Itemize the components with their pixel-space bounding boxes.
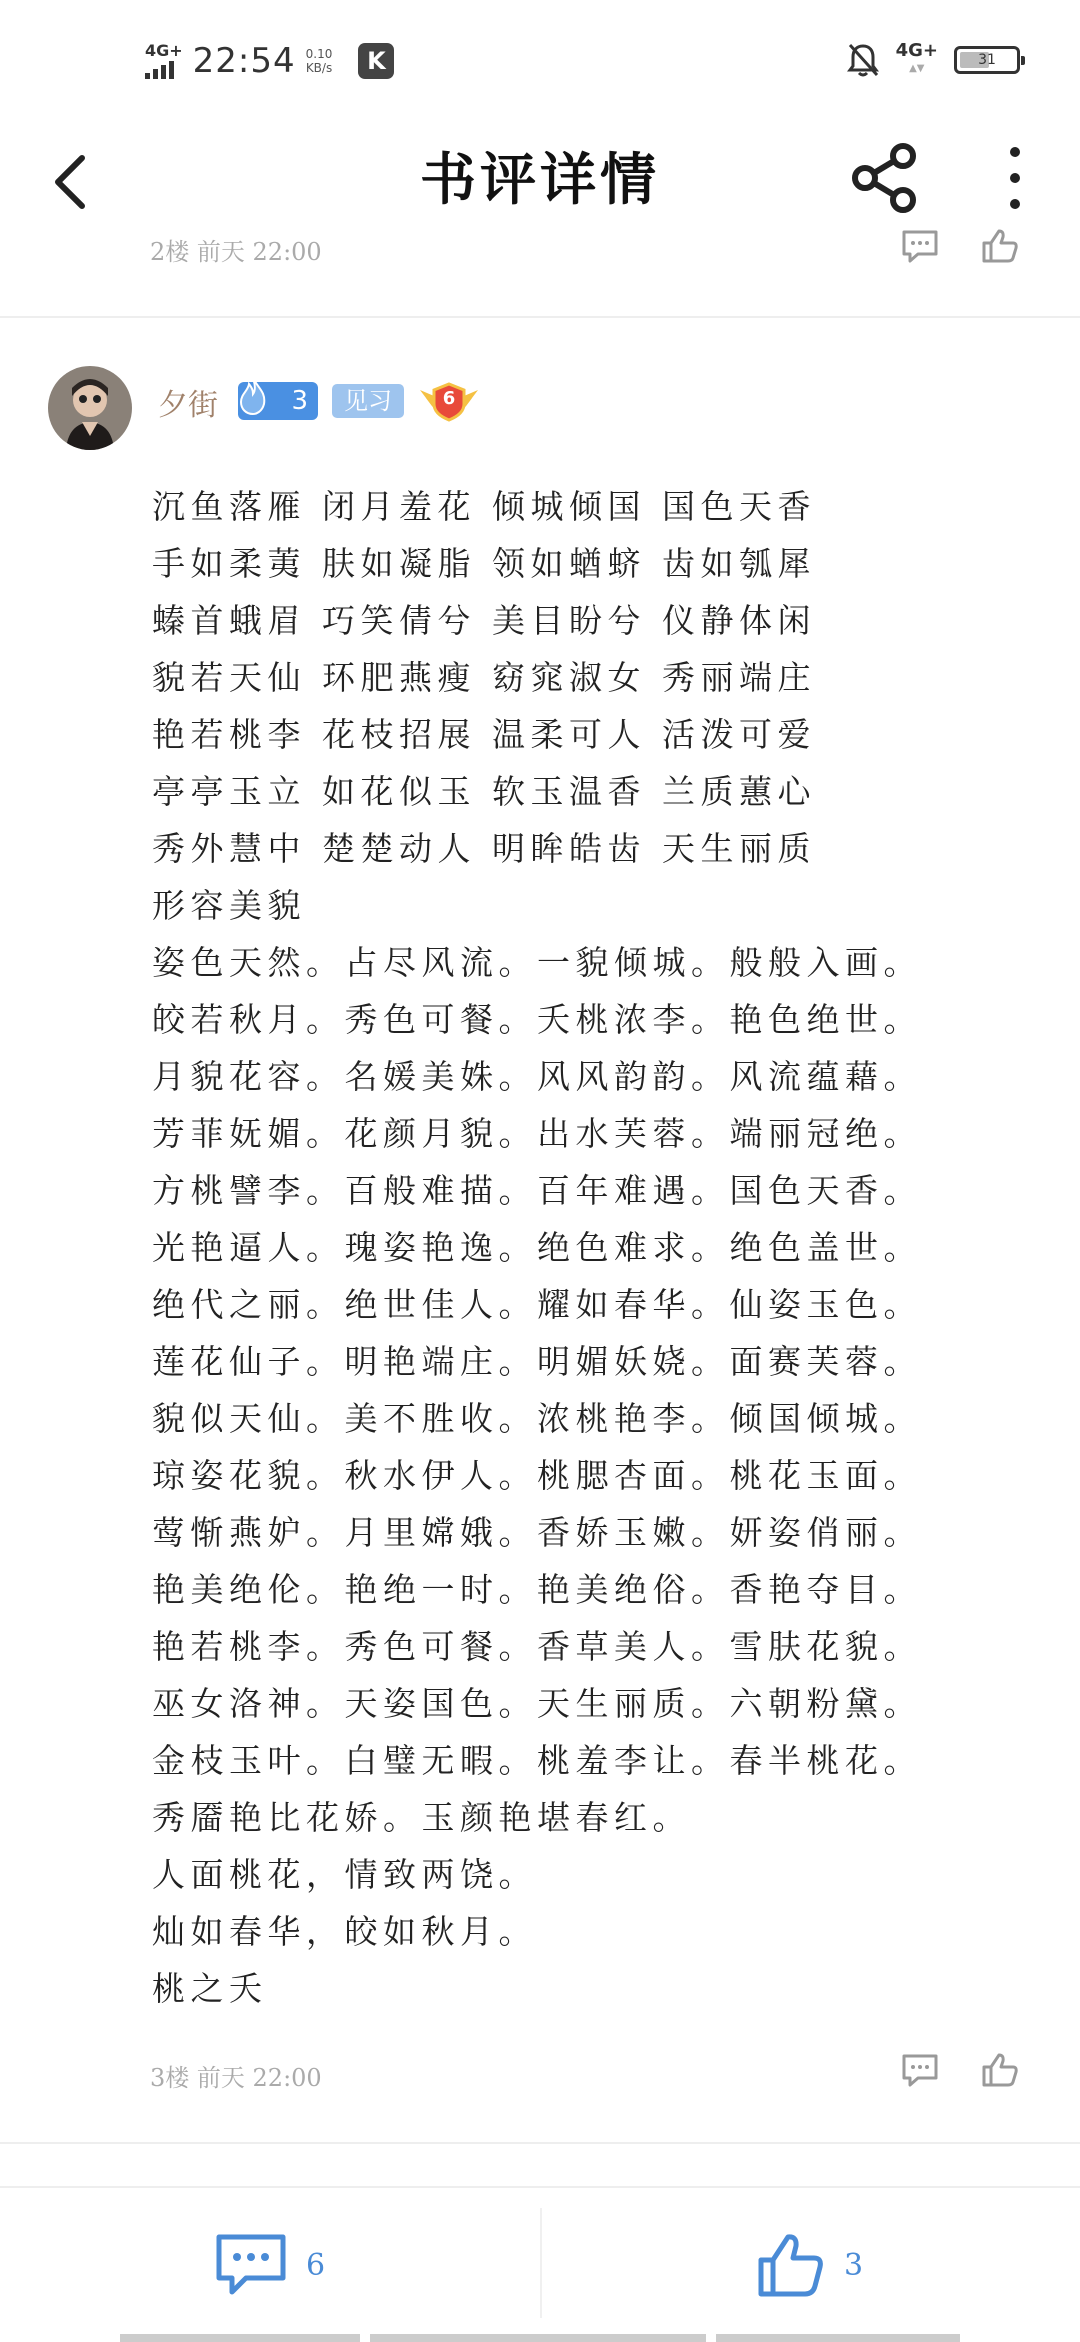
- previous-post-actions: [900, 228, 1020, 264]
- like-count: 3: [844, 2247, 864, 2283]
- network-speed: 0.10 KB/s: [305, 47, 333, 75]
- post-text-line: 方桃譬李。百般难描。百年难遇。国色天香。: [152, 1171, 922, 1210]
- app-notification-icon: K: [358, 43, 394, 79]
- post-text-line: 螓首蛾眉 巧笑倩兮 美目盼兮 仪静体闲: [152, 601, 816, 640]
- user-badges: [238, 380, 480, 422]
- post-text-line: 秀外慧中 楚楚动人 明眸皓齿 天生丽质: [152, 829, 816, 868]
- post-text-line: 形容美貌: [152, 886, 306, 925]
- mute-bell-icon: [846, 42, 880, 78]
- page-title: 书评详情: [420, 147, 660, 213]
- network-indicator-right: 4G+ ▲▼: [895, 40, 938, 74]
- rank-badge: 见习: [332, 384, 404, 418]
- post-text-line: 灿如春华，皎如秋月。: [152, 1912, 537, 1951]
- top-app-bar: [0, 120, 1080, 240]
- status-bar: [0, 0, 1080, 120]
- share-icon[interactable]: [845, 138, 925, 218]
- post-text-line: 亭亭玉立 如花似玉 软玉温香 兰质蕙心: [152, 772, 816, 811]
- post-text-line: 绝代之丽。绝世佳人。耀如春华。仙姿玉色。: [152, 1285, 922, 1324]
- section-divider: [0, 2142, 1080, 2144]
- post-text-line: 沉鱼落雁 闭月羞花 倾城倾国 国色天香: [152, 487, 816, 526]
- previous-post-meta: 2楼 前天 22:00: [150, 238, 322, 266]
- post-text-line: 艳美绝伦。艳绝一时。艳美绝俗。香艳夺目。: [152, 1570, 922, 1609]
- post-text-line: 艳若桃李 花枝招展 温柔可人 活泼可爱: [152, 715, 816, 754]
- post-text-line: 秀靥艳比花娇。玉颜艳堪春红。: [152, 1798, 691, 1837]
- post-text-line: 月貌花容。名媛美姝。风风韵韵。风流蕴藉。: [152, 1057, 922, 1096]
- post-text-line: 人面桃花，情致两饶。: [152, 1855, 537, 1894]
- post-text-line: 姿色天然。占尽风流。一貌倾城。般般入画。: [152, 943, 922, 982]
- comment-button[interactable]: [214, 2188, 325, 2342]
- post-text-line: 貌似天仙。美不胜收。浓桃艳李。倾国倾城。: [152, 1399, 922, 1438]
- bar-separator: [540, 2208, 542, 2318]
- post-text-line: 手如柔荑 肤如凝脂 领如蝤蛴 齿如瓠犀: [152, 544, 816, 583]
- post-text-line: 光艳逼人。瑰姿艳逸。绝色难求。绝色盖世。: [152, 1228, 922, 1267]
- post-text-line: 琼姿花貌。秋水伊人。桃腮杏面。桃花玉面。: [152, 1456, 922, 1495]
- post-text-line: 金枝玉叶。白璧无暇。桃羞李让。春半桃花。: [152, 1741, 922, 1780]
- comment-icon[interactable]: [900, 2052, 940, 2088]
- comment-icon: [214, 2232, 288, 2298]
- nav-indicator: [716, 2334, 960, 2342]
- post-text-line: 貌若天仙 环肥燕瘦 窈窕淑女 秀丽端庄: [152, 658, 816, 697]
- clock: 22:54: [192, 41, 296, 81]
- battery-icon: 31: [954, 46, 1020, 74]
- post-body: [152, 478, 1032, 2017]
- section-divider: [0, 316, 1080, 318]
- post-text-line: 巫女洛神。天姿国色。天生丽质。六朝粉黛。: [152, 1684, 922, 1723]
- post-actions: [900, 2052, 1020, 2088]
- network-indicator: 4G+: [145, 43, 183, 79]
- avatar[interactable]: [48, 366, 132, 450]
- thumbs-up-icon[interactable]: [980, 228, 1020, 264]
- thumbs-up-icon[interactable]: [980, 2052, 1020, 2088]
- like-button[interactable]: [756, 2188, 863, 2342]
- fire-level-badge: 3: [238, 382, 318, 420]
- post-text-line: 皎若秋月。秀色可餐。夭桃浓李。艳色绝世。: [152, 1000, 922, 1039]
- medal-badge: 6: [418, 380, 480, 422]
- thumbs-up-icon: [756, 2232, 826, 2298]
- post-meta: 3楼 前天 22:00: [150, 2064, 322, 2092]
- bottom-action-bar: [0, 2186, 1080, 2342]
- post-text-line: 芳菲妩媚。花颜月貌。出水芙蓉。端丽冠绝。: [152, 1114, 922, 1153]
- signal-icon: [145, 59, 174, 79]
- flame-icon: [236, 376, 270, 416]
- more-options-icon[interactable]: [990, 138, 1040, 218]
- nav-indicator: [370, 2334, 706, 2342]
- post-text-line: 艳若桃李。秀色可餐。香草美人。雪肤花貌。: [152, 1627, 922, 1666]
- post-text-line: 莲花仙子。明艳端庄。明媚妖娆。面赛芙蓉。: [152, 1342, 922, 1381]
- username[interactable]: 夕街: [158, 388, 218, 423]
- post-text-line: 桃之夭: [152, 1969, 268, 2008]
- nav-indicator: [120, 2334, 360, 2342]
- comment-icon[interactable]: [900, 228, 940, 264]
- post-text-line: 莺惭燕妒。月里嫦娥。香娇玉嫩。妍姿俏丽。: [152, 1513, 922, 1552]
- comment-count: 6: [306, 2247, 326, 2283]
